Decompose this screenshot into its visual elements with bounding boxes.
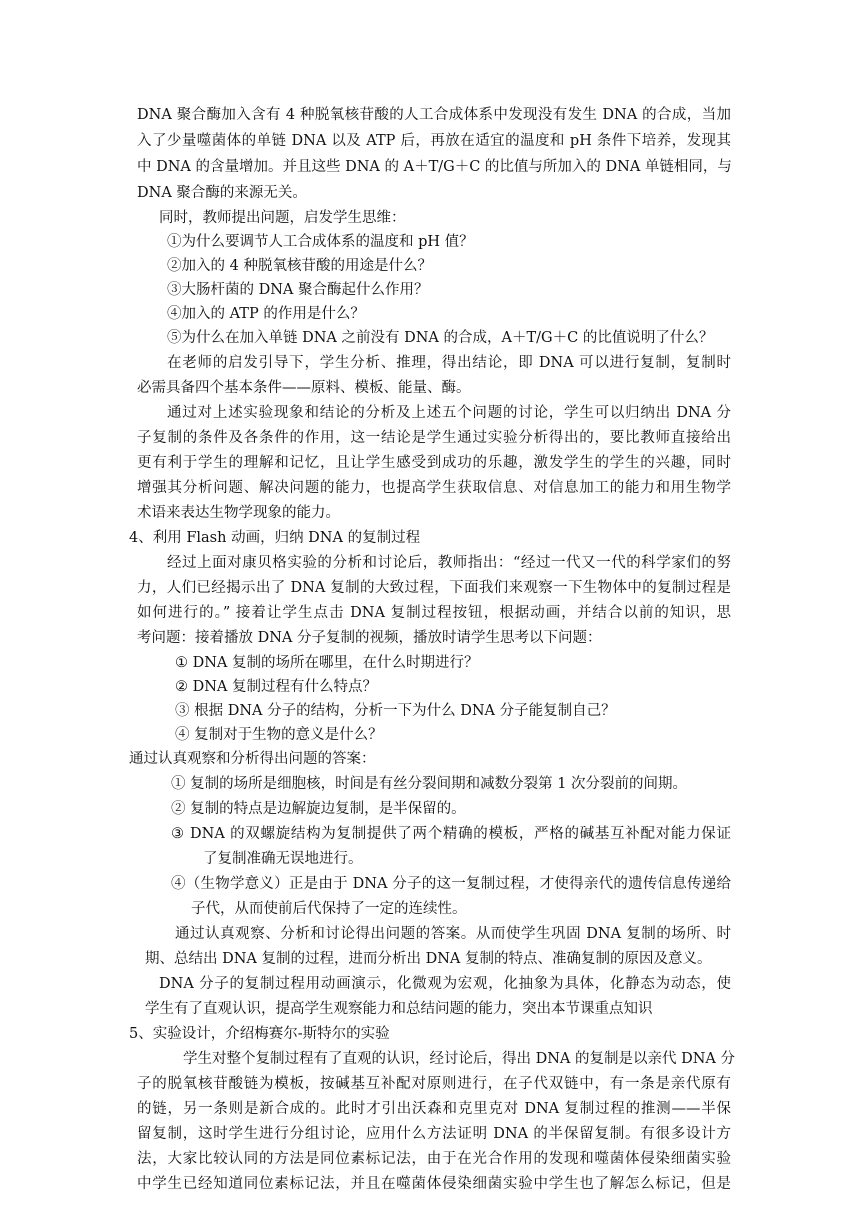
list-item: ③大肠杆菌的 DNA 聚合酶起什么作用？ — [167, 282, 429, 298]
text-line: 中学生已经知道同位素标记法，并且在噬菌体侵染细菌实验中学生也了解怎么标记，但是 — [137, 1176, 731, 1192]
text-line: DNA 聚合酶的来源无关。 — [137, 185, 307, 201]
list-item: ② DNA 复制过程有什么特点？ — [175, 679, 378, 695]
list-item: ⑤为什么在加入单链 DNA 之前没有 DNA 的合成，A＋T/G＋C 的比值说明了什么？ — [167, 330, 714, 346]
text-line: 通过对上述实验现象和结论的分析及上述五个问题的讨论，学生可以归纳出 DNA 分 — [167, 405, 731, 421]
text-line: 必需具备四个基本条件——原料、模板、能量、酶。 — [137, 380, 471, 396]
text-line: 如何进行的。” 接着让学生点击 DNA 复制过程按钮，根据动画，并结合以前的知识，思 — [137, 605, 731, 621]
text-line: 中 DNA 的含量增加。并且这些 DNA 的 A＋T/G＋C 的比值与所加入的 DNA 单链相同，与 — [137, 159, 732, 175]
text-line: 学生有了直观认识，提高学生观察能力和总结问题的能力，突出本节课重点知识 — [145, 1001, 653, 1017]
text-line: 通过认真观察和分析得出问题的答案： — [129, 751, 376, 767]
list-item-continued: 了复制准确无误地进行。 — [203, 851, 363, 867]
text-line: 术语来表达生物学现象的能力。 — [137, 505, 340, 521]
text-line: 在老师的启发引导下，学生分析、推理，得出结论，即 DNA 可以进行复制，复制时 — [167, 355, 731, 371]
text-line: 期、总结出 DNA 复制的过程，进而分析出 DNA 复制的特点、准确复制的原因及意义。 — [145, 951, 712, 967]
text-line: 同时，教师提出问题，启发学生思维： — [159, 210, 406, 226]
text-line: 考问题：接着播放 DNA 分子复制的视频，播放时请学生思考以下问题： — [137, 630, 602, 646]
list-item: ②加入的 4 种脱氧核苷酸的用途是什么？ — [167, 258, 432, 274]
list-item: ① 复制的场所是细胞核，时间是有丝分裂间期和减数分裂第 1 次分裂前的间期。 — [171, 776, 688, 792]
list-item: ③ 根据 DNA 分子的结构，分析一下为什么 DNA 分子能复制自己？ — [175, 703, 616, 719]
text-line: 更有利于学生的理解和记忆，且让学生感受到成功的乐趣，激发学生的学生的兴趣，同时 — [137, 455, 731, 471]
section-heading: 5、实验设计，介绍梅赛尔-斯特尔的实验 — [129, 1026, 390, 1042]
text-line: DNA 分子的复制过程用动画演示，化微观为宏观，化抽象为具体，化静态为动态，使 — [159, 976, 731, 992]
text-line: 增强其分析问题、解决问题的能力，也提高学生获取信息、对信息加工的能力和用生物学 — [137, 480, 731, 496]
list-item: ① DNA 复制的场所在哪里，在什么时期进行？ — [175, 655, 479, 671]
text-line: 学生对整个复制过程有了直观的认识，经讨论后，得出 DNA 的复制是以亲代 DNA 分 — [183, 1051, 736, 1067]
text-line: 入了少量噬菌体的单链 DNA 以及 ATP 后，再放在适宜的温度和 pH 条件下培养，发现其 — [137, 133, 731, 149]
text-line: 通过认真观察、分析和讨论得出问题的答案。从而使学生巩固 DNA 复制的场所、时 — [175, 926, 731, 942]
text-line: 经过上面对康贝格实验的分析和讨论后，教师指出：“经过一代又一代的科学家们的努 — [167, 555, 731, 571]
list-item: ④ 复制对于生物的意义是什么？ — [175, 727, 383, 743]
list-item: ④（生物学意义）正是由于 DNA 分子的这一复制过程，才使得亲代的遗传信息传递给 — [171, 876, 731, 892]
list-item-continued: 子代，从而使前后代保持了一定的连续性。 — [191, 901, 467, 917]
list-item: ③ DNA 的双螺旋结构为复制提供了两个精确的模板，严格的碱基互补配对能力保证 — [171, 826, 731, 842]
text-line: 子复制的条件及各条件的作用，这一结论是学生通过实验分析得出的，要比教师直接给出 — [137, 430, 731, 446]
text-line: 法，大家比较认同的方法是同位素标记法，由于在光合作用的发现和噬菌体侵染细菌实验 — [137, 1151, 731, 1167]
list-item: ①为什么要调节人工合成体系的温度和 pH 值？ — [167, 234, 474, 250]
section-heading: 4、利用 Flash 动画，归纳 DNA 的复制过程 — [129, 530, 421, 546]
text-line: 力，人们已经揭示出了 DNA 复制的大致过程，下面我们来观察一下生物体中的复制过程是 — [137, 580, 731, 596]
list-item: ② 复制的特点是边解旋边复制，是半保留的。 — [171, 801, 466, 817]
text-line: DNA 聚合酶加入含有 4 种脱氧核苷酸的人工合成体系中发现没有发生 DNA 的合成，当加 — [137, 107, 731, 123]
text-line: 子的脱氧核苷酸链为模板，按碱基互补配对原则进行，在子代双链中，有一条是亲代原有 — [137, 1076, 731, 1092]
list-item: ④加入的 ATP 的作用是什么？ — [167, 306, 365, 322]
text-line: 的链，另一条则是新合成的。此时才引出沃森和克里克对 DNA 复制过程的推测——半保 — [137, 1101, 731, 1117]
text-line: 留复制，这时学生进行分组讨论，应用什么方法证明 DNA 的半保留复制。有很多设计方 — [137, 1126, 731, 1142]
